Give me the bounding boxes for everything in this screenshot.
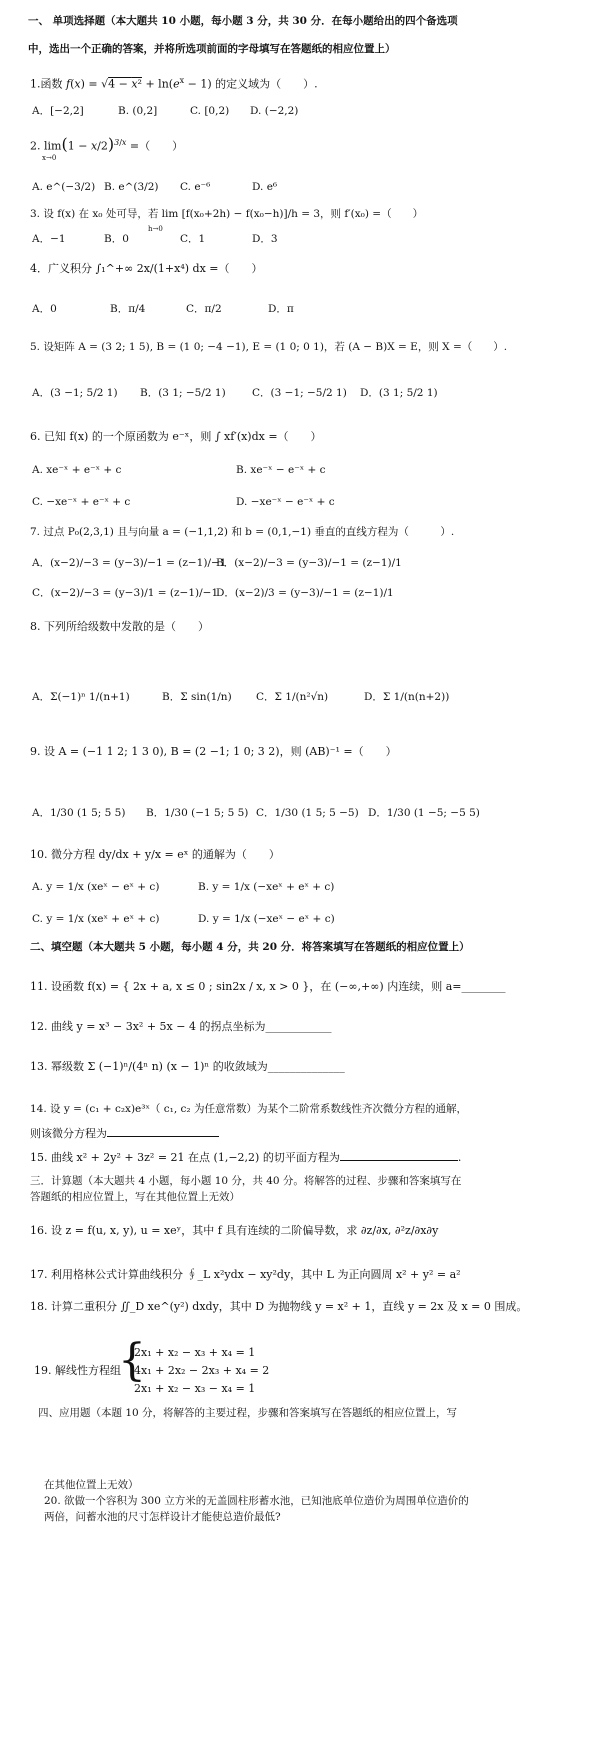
question-20-line2: 两倍，问蓄水池的尺寸怎样设计才能使总造价最低? [44, 1511, 281, 1523]
question-14-line2-text: 则该微分方程为 [30, 1127, 107, 1140]
question-3-option-d: D．3 [252, 233, 278, 245]
question-10-option-a: A. y = 1/x (xeˣ − eˣ + c) [32, 881, 160, 893]
question-19-equation-2: 4x₁ + 2x₂ − 2x₃ + x₄ = 2 [134, 1364, 270, 1377]
question-4-option-d: D．π [268, 303, 294, 315]
question-15: 15. 曲线 x² + 2y² + 3z² = 21 在点 (1,−2,2) 的切平面方程为 . [30, 1151, 462, 1164]
question-14-line1: 14. 设 y = (c₁ + c₂x)e³ˣ（ c₁, c₂ 为任意常数）为某个二阶常系数线性齐次微分方程的通解， [30, 1103, 467, 1115]
question-3-option-a: A．−1 [32, 233, 66, 245]
question-3-stem: 3. 设 f(x) 在 x₀ 处可导，若 lim [f(x₀+2h) − f(x₀−h)]/h = 3，则 f′(x₀) =（ ） [30, 208, 424, 220]
question-2-limit-subscript: x→0 [42, 154, 57, 162]
question-3-limit-subscript: h→0 [148, 225, 163, 233]
question-4-option-b: B．π/4 [110, 303, 146, 315]
question-9-option-a: A．1/30 (1 5; 5 5) [32, 807, 126, 819]
question-1-option-a: A．[−2,2] [32, 105, 84, 117]
section4-header: 四、应用题（本题 10 分，将解答的主要过程，步骤和答案填写在答题纸的相应位置上，写 [38, 1407, 458, 1419]
question-15-text: 15. 曲线 x² + 2y² + 3z² = 21 在点 (1,−2,2) 的切平面方程为 [30, 1151, 340, 1164]
question-3-option-c: C．1 [180, 233, 206, 245]
question-20-line1: 20. 欲做一个容积为 300 立方米的无盖圆柱形蓄水池，已知池底单位造价为周围单位造价的 [44, 1495, 469, 1507]
question-4-stem: 4．广义积分 ∫₁^+∞ 2x/(1+x⁴) dx =（ ） [30, 262, 263, 275]
question-17: 17. 利用格林公式计算曲线积分 ∮_L x²ydx − xy²dy，其中 L 为正向圆周 x² + y² = a² [30, 1268, 461, 1281]
question-8-option-c: C．Σ 1/(n²√n) [256, 691, 329, 703]
question-10-option-b: B. y = 1/x (−xeˣ + eˣ + c) [198, 881, 335, 893]
question-10-option-d: D. y = 1/x (−xeˣ − eˣ + c) [198, 913, 335, 925]
question-14-answer-blank [107, 1126, 219, 1137]
question-6-option-d: D. −xe⁻ˣ − e⁻ˣ + c [236, 496, 335, 508]
question-5-option-d: D．(3 1; 5/2 1) [360, 387, 438, 399]
question-7-option-d: D．(x−2)/3 = (y−3)/−1 = (z−1)/1 [216, 587, 394, 599]
question-2-option-c: C. e⁻⁶ [180, 181, 211, 193]
question-7-option-b: B．(x−2)/−3 = (y−3)/−1 = (z−1)/1 [216, 557, 402, 569]
question-1-option-c: C. [0,2) [190, 105, 230, 117]
question-5-stem: 5. 设矩阵 A = (3 2; 1 5), B = (1 0; −4 −1), E = (1 0; 0 1)，若 (A − B)X = E，则 X =（ ）. [30, 341, 508, 353]
question-9-option-d: D．1/30 (1 −5; −5 5) [368, 807, 480, 819]
question-15-answer-blank [340, 1150, 458, 1161]
question-6-option-a: A. xe⁻ˣ + e⁻ˣ + c [32, 464, 122, 476]
question-9-option-b: B．1/30 (−1 5; 5 5) [146, 807, 249, 819]
question-5-option-b: B．(3 1; −5/2 1) [140, 387, 226, 399]
question-2-option-d: D. e⁶ [252, 181, 278, 193]
question-7-stem: 7. 过点 P₀(2,3,1) 且与向量 a = (−1,1,2) 和 b = (0,1,−1) 垂直的直线方程为（ ）. [30, 526, 455, 538]
question-12: 12. 曲线 y = x³ − 3x² + 5x − 4 的拐点坐标为____________ [30, 1020, 332, 1033]
question-9-stem: 9. 设 A = (−1 1 2; 1 3 0), B = (2 −1; 1 0; 3 2)，则 (AB)⁻¹ =（ ） [30, 745, 397, 758]
section2-header: 二、填空题（本大题共 5 小题，每小题 4 分，共 20 分．将答案填写在答题纸的相应位置上） [30, 941, 470, 953]
question-8-option-a: A．Σ(−1)ⁿ 1/(n+1) [32, 691, 130, 703]
question-7-option-a: A．(x−2)/−3 = (y−3)/−1 = (z−1)/−1 [32, 557, 227, 569]
question-5-option-c: C．(3 −1; −5/2 1) [252, 387, 347, 399]
question-14-line2 [30, 1126, 219, 1141]
question-5-option-a: A．(3 −1; 5/2 1) [32, 387, 118, 399]
question-18: 18. 计算二重积分 ∬_D xe^(y²) dxdy，其中 D 为抛物线 y = x² + 1，直线 y = 2x 及 x = 0 围成。 [30, 1300, 528, 1313]
question-1-option-b: B. (0,2] [118, 105, 158, 117]
question-11: 11. 设函数 f(x) = { 2x + a, x ≤ 0 ; sin2x / x, x > 0 }，在 (−∞,+∞) 内连续，则 a=________ [30, 980, 506, 993]
question-8-option-b: B．Σ sin(1/n) [162, 691, 232, 703]
section3-header-line2: 答题纸的相应位置上，写在其他位置上无效） [30, 1191, 240, 1203]
question-4-option-c: C．π/2 [186, 303, 222, 315]
question-2-option-a: A. e^(−3/2) [32, 181, 96, 193]
section4-header-cont: 在其他位置上无效） [44, 1479, 139, 1491]
question-8-option-d: D．Σ 1/(n(n+2)) [364, 691, 450, 703]
question-9-option-c: C．1/30 (1 5; 5 −5) [256, 807, 359, 819]
section3-header-line1: 三．计算题（本大题共 4 小题，每小题 10 分，共 40 分。将解答的过程、步骤和答案填写在 [30, 1175, 462, 1187]
question-8-stem: 8. 下列所给级数中发散的是（ ） [30, 620, 209, 633]
question-19-equation-1: 2x₁ + x₂ − x₃ + x₄ = 1 [134, 1346, 256, 1359]
question-6-option-c: C. −xe⁻ˣ + e⁻ˣ + c [32, 496, 131, 508]
question-3-option-b: B．0 [104, 233, 129, 245]
question-1-option-d: D. (−2,2) [250, 105, 299, 117]
question-4-option-a: A．0 [32, 303, 57, 315]
question-6-option-b: B. xe⁻ˣ − e⁻ˣ + c [236, 464, 326, 476]
question-2-stem: 2. $\lim(1 - x/2)^{3/x}$ =（ ） [30, 134, 184, 154]
question-7-option-c: C．(x−2)/−3 = (y−3)/1 = (z−1)/−1 [32, 587, 219, 599]
question-19-label: 19. 解线性方程组 [34, 1364, 121, 1377]
section1-header-line2: 中，选出一个正确的答案，并将所选项前面的字母填写在答题纸的相应位置上） [28, 43, 396, 55]
question-6-stem: 6. 已知 f(x) 的一个原函数为 e⁻ˣ，则 ∫ xf′(x)dx =（ ） [30, 430, 322, 443]
question-2-option-b: B. e^(3/2) [104, 181, 159, 193]
question-13: 13. 幂级数 Σ (−1)ⁿ/(4ⁿ n) (x − 1)ⁿ 的收敛域为______________ [30, 1060, 345, 1073]
question-10-stem: 10. 微分方程 dy/dx + y/x = eˣ 的通解为（ ） [30, 848, 280, 861]
question-19-equation-3: 2x₁ + x₂ − x₃ − x₄ = 1 [134, 1382, 256, 1395]
question-10-option-c: C. y = 1/x (xeˣ + eˣ + c) [32, 913, 160, 925]
question-16: 16. 设 z = f(u, x, y), u = xeʸ，其中 f 具有连续的二阶偏导数，求 ∂z/∂x, ∂²z/∂x∂y [30, 1224, 439, 1237]
question-1-stem: 1.函数 $f(x) = √4 - x^2 + \ln(e^x - 1)$ 的定义域为（ ）. [30, 76, 318, 91]
question-19-brace: { [118, 1335, 146, 1386]
section1-header-line1: 一、 单项选择题（本大题共 10 小题，每小题 3 分，共 30 分．在每小题给出的四个备选项 [28, 15, 458, 27]
